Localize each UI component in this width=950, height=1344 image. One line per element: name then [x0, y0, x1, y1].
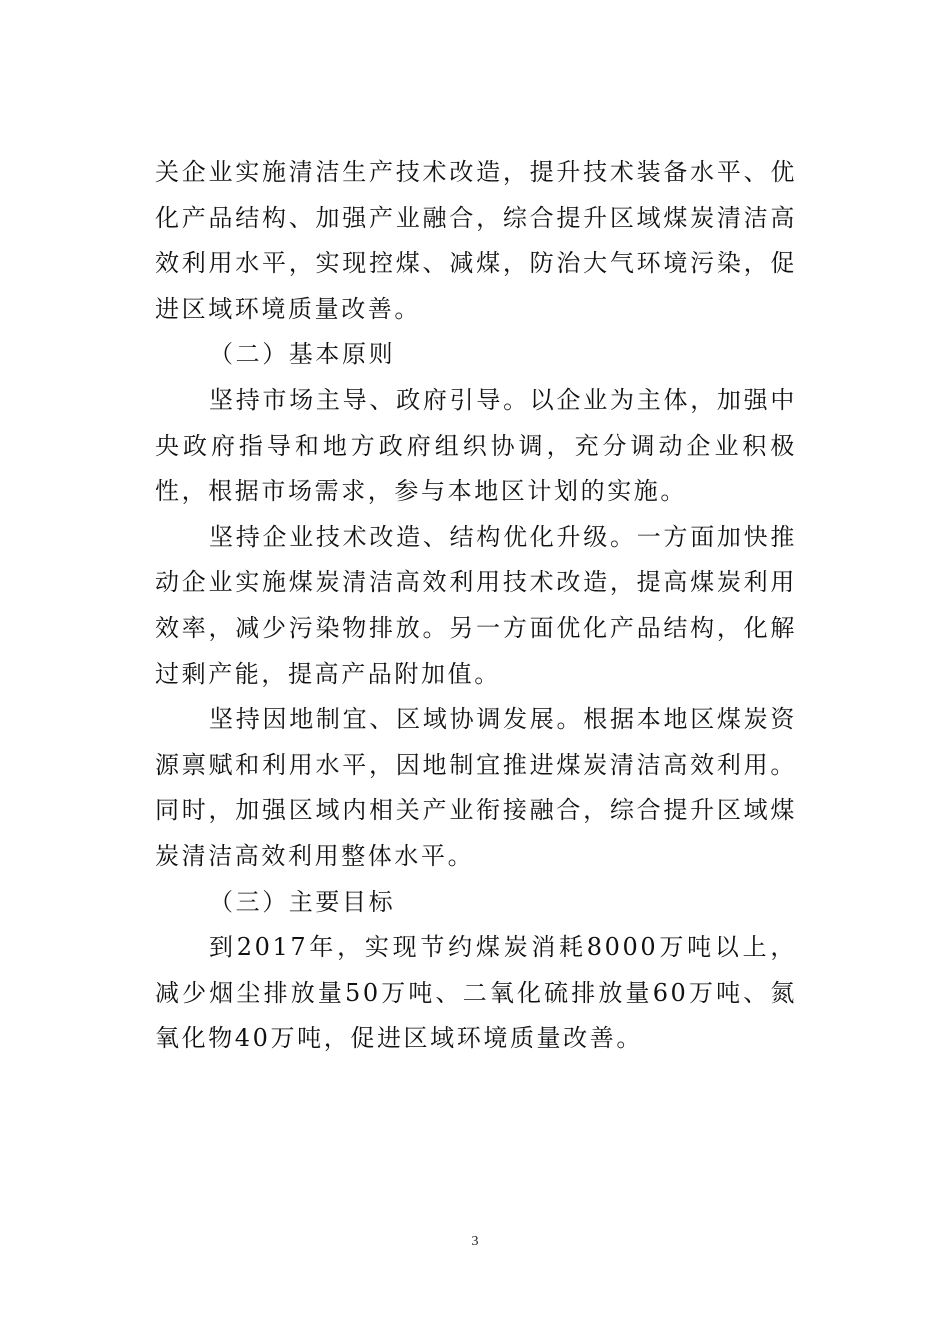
section-heading-basic-principles: （二）基本原则	[209, 340, 396, 369]
paragraph-market-led: 坚持市场主导、政府引导。以企业为主体，加强中央政府指导和地方政府组织协调，充分调动企业积极性，根据市场需求，参与本地区计划的实施。	[155, 385, 797, 506]
paragraph-technical-upgrade: 坚持企业技术改造、结构优化升级。一方面加快推动企业实施煤炭清洁高效利用技术改造，提高煤炭利用效率，减少污染物排放。另一方面优化产品结构，化解过剩产能，提高产品附加值。	[155, 522, 797, 688]
paragraph-2017-targets: 到2017年，实现节约煤炭消耗8000万吨以上，减少烟尘排放量50万吨、二氧化硫排放量60万吨、氮氧化物40万吨，促进区域环境质量改善。	[155, 933, 797, 1053]
section-heading-main-targets: （三）主要目标	[209, 887, 396, 916]
continuation-paragraph: 关企业实施清洁生产技术改造，提升技术装备水平、优化产品结构、加强产业融合，综合提升区域煤炭清洁高效利用水平，实现控煤、减煤，防治大气环境污染，促进区域环境质量改善。	[155, 158, 797, 323]
page-number: 3	[471, 1234, 479, 1249]
document-body	[155, 150, 797, 1062]
paragraph-regional-coordination: 坚持因地制宜、区域协调发展。根据本地区煤炭资源禀赋和利用水平，因地制宜推进煤炭清洁高效利用。同时，加强区域内相关产业衔接融合，综合提升区域煤炭清洁高效利用整体水平。	[155, 705, 797, 870]
